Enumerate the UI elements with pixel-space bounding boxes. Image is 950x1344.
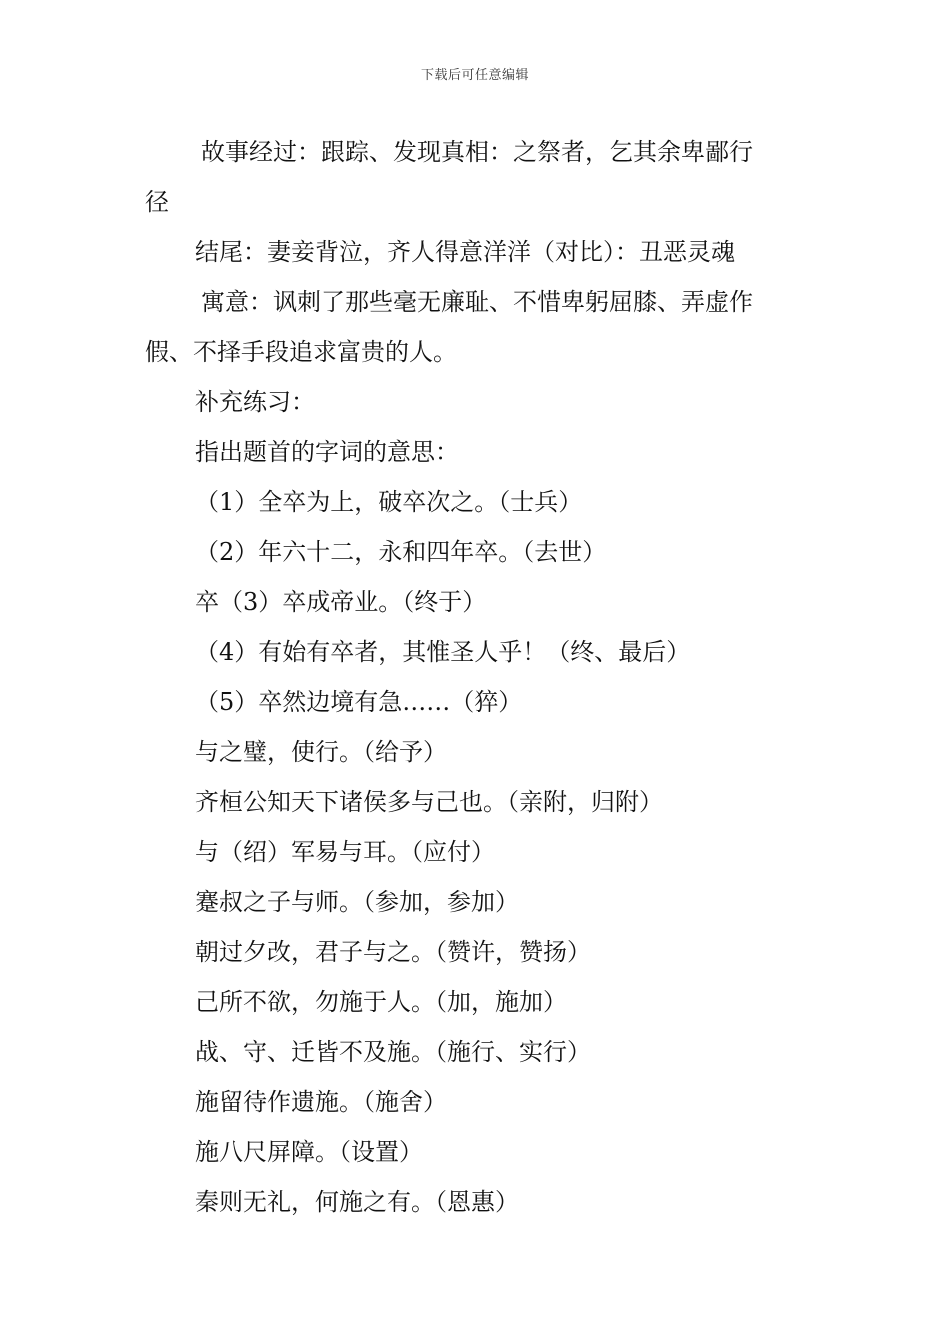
paragraph-story-process-continued: 径: [145, 188, 169, 216]
paragraph-meaning: 寓意：讽刺了那些毫无廉耻、不惜卑躬屈膝、弄虚作: [201, 288, 753, 316]
exercise-item-shi-1: 己所不欲，勿施于人。（加，施加）: [195, 988, 567, 1016]
exercise-item-5: （5）卒然边境有急……（猝）: [195, 688, 523, 716]
exercise-item-yu-3: 与（绍）军易与耳。（应付）: [195, 838, 495, 866]
exercise-item-yu-5: 朝过夕改，君子与之。（赞许，赞扬）: [195, 938, 591, 966]
exercise-item-2: （2）年六十二，永和四年卒。（去世）: [195, 538, 607, 566]
paragraph-ending: 结尾：妻妾背泣，齐人得意洋洋（对比）：丑恶灵魂: [195, 238, 735, 266]
exercise-item-4: （4）有始有卒者，其惟圣人乎！（终、最后）: [195, 638, 691, 666]
section-heading-exercises: 补充练习：: [195, 388, 315, 416]
exercise-item-shi-2: 战、守、迁皆不及施。（施行、实行）: [195, 1038, 591, 1066]
exercise-item-shi-5: 秦则无礼，何施之有。（恩惠）: [195, 1188, 519, 1216]
paragraph-story-process: 故事经过：跟踪、发现真相：之祭者，乞其余卑鄙行: [201, 138, 753, 166]
exercise-item-1: （1）全卒为上，破卒次之。（士兵）: [195, 488, 583, 516]
exercise-item-shi-4: 施八尺屏障。（设置）: [195, 1138, 423, 1166]
paragraph-meaning-continued: 假、不择手段追求富贵的人。: [145, 338, 457, 366]
exercise-item-3: 卒（3）卒成帝业。（终于）: [195, 588, 487, 616]
exercise-item-yu-2: 齐桓公知天下诸侯多与己也。（亲附，归附）: [195, 788, 663, 816]
exercise-item-shi-3: 施留待作遗施。（施舍）: [195, 1088, 447, 1116]
exercise-item-yu-4: 蹇叔之子与师。（参加，参加）: [195, 888, 519, 916]
page-header: 下载后可任意编辑: [420, 68, 529, 83]
exercise-item-yu-1: 与之璧，使行。（给予）: [195, 738, 447, 766]
exercise-instruction: 指出题首的字词的意思：: [195, 438, 459, 466]
document-body: [145, 127, 810, 1227]
